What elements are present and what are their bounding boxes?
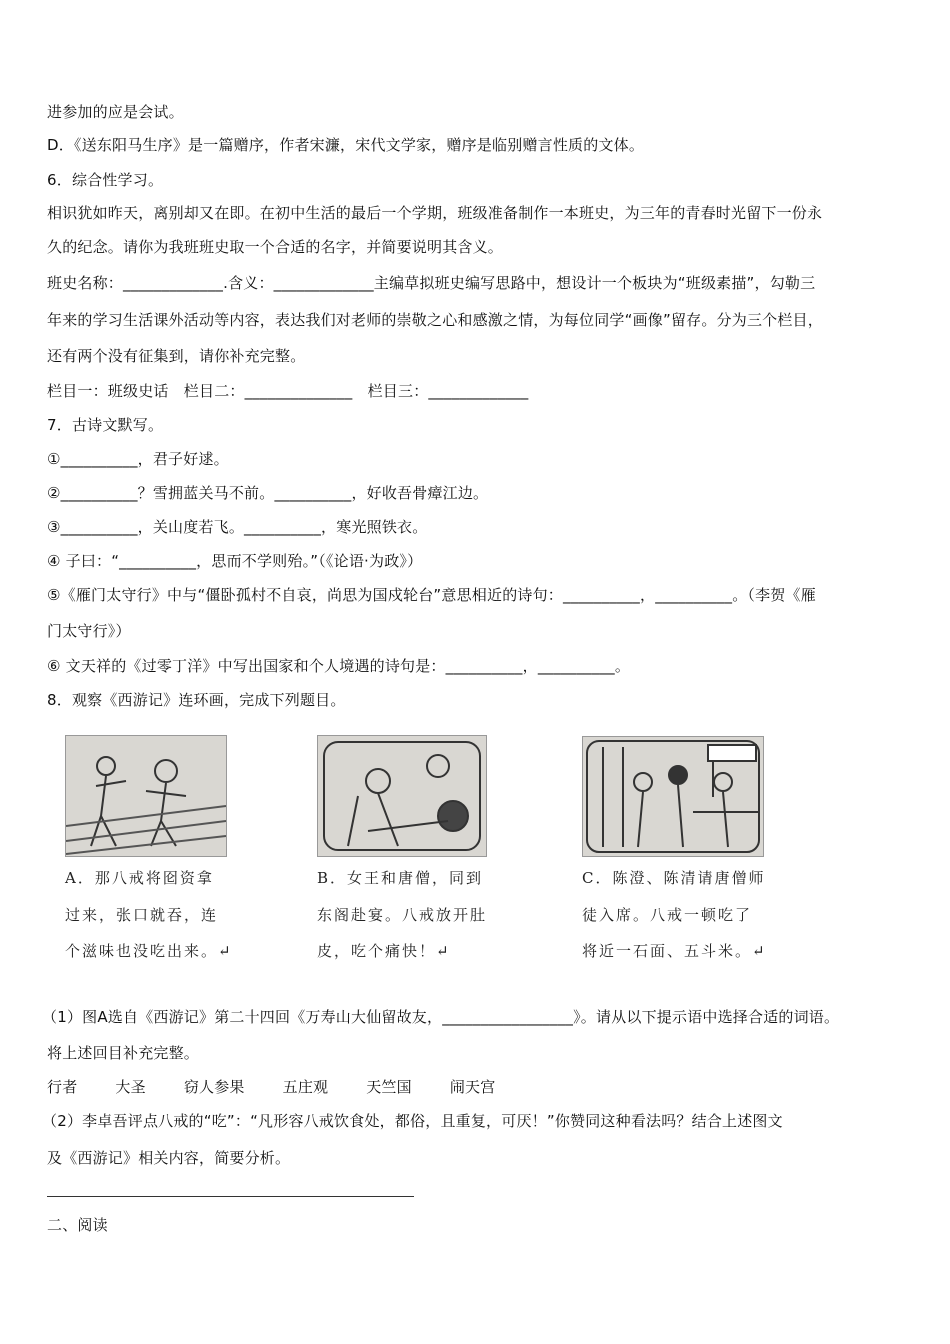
text-line: 门太守行》） xyxy=(47,622,131,640)
section-heading: 二、阅读 xyxy=(47,1216,108,1234)
poem-item: ③__________，关山度若飞。__________，寒光照铁衣。 xyxy=(47,518,428,536)
sub-question-1: （1）图A选自《西游记》第二十四回《万寿山大仙留故友，_________________》。请从以下提示语中选择合适的词语。 xyxy=(42,1008,840,1026)
hint-word: 窃人参果 xyxy=(183,1078,245,1096)
sub-question-2-cont: 及《西游记》相关内容，简要分析。 xyxy=(47,1149,291,1167)
caption-b-line: 皮，吃个痛快！↵ xyxy=(317,942,451,960)
hint-word: 五庄观 xyxy=(282,1078,329,1096)
option-d: D．《送东阳马生序》是一篇赠序，作者宋濂，宋代文学家，赠序是临别赠言性质的文体。 xyxy=(47,136,645,154)
question-6-heading: 6．综合性学习。 xyxy=(47,171,164,189)
answer-line xyxy=(47,1196,414,1197)
text-line: 相识犹如昨天，离别却又在即。在初中生活的最后一个学期，班级准备制作一本班史，为三年的青春时光留下一份永 xyxy=(47,204,823,222)
hint-word: 行者 xyxy=(47,1078,78,1096)
caption-a-line: 过来，张口就吞，连 xyxy=(65,906,219,924)
question-8-heading: 8．观察《西游记》连环画，完成下列题目。 xyxy=(47,691,346,709)
text-line: 还有两个没有征集到，请你补充完整。 xyxy=(47,347,306,365)
poem-item: ⑤《雁门太守行》中与“僵卧孤村不自哀，尚思为国戍轮台”意思相近的诗句：__________，__________。（李贺《雁 xyxy=(47,586,816,604)
text-line: 久的纪念。请你为我班班史取一个合适的名字，并简要说明其含义。 xyxy=(47,238,504,256)
comic-image-c xyxy=(582,736,764,857)
hint-word: 大圣 xyxy=(115,1078,146,1096)
text-line: 年来的学习生活课外活动等内容，表达我们对老师的崇敬之心和感激之情，为每位同学“画像”留存。分为三个栏目， xyxy=(47,311,823,329)
hint-word: 闹天宫 xyxy=(449,1078,496,1096)
text-line: 栏目一：班级史话 栏目二：______________ 栏目三：_____________ xyxy=(47,382,529,400)
hint-word: 天竺国 xyxy=(366,1078,412,1096)
caption-a-line: A．那八戒将囵资拿 xyxy=(65,869,214,887)
poem-item: ⑥ 文天祥的《过零丁洋》中写出国家和个人境遇的诗句是：__________，__________。 xyxy=(47,657,631,675)
poem-item: ①__________，君子好逑。 xyxy=(47,450,229,468)
caption-b-line: B．女王和唐僧，同到 xyxy=(317,869,484,887)
sub-question-2: （2）李卓吾评点八戒的“吃”：“凡形容八戒饮食处，都俗，且重复，可厌！”你赞同这种看法吗？结合上述图文 xyxy=(42,1112,783,1130)
text-line: 进参加的应是会试。 xyxy=(47,103,184,121)
caption-c-line: 将近一石面、五斗米。↵ xyxy=(582,942,767,960)
caption-c-line: 徒入席。八戒一顿吃了 xyxy=(582,906,753,924)
comic-image-b xyxy=(317,735,487,857)
caption-a-line: 个滋味也没吃出来。↵ xyxy=(65,942,233,960)
sub-question-1-cont: 将上述回目补充完整。 xyxy=(47,1044,200,1062)
question-7-heading: 7．古诗文默写。 xyxy=(47,416,164,434)
poem-item: ④ 子曰：“__________，思而不学则殆。”（《论语·为政》） xyxy=(47,552,423,570)
hint-words xyxy=(47,1077,533,1097)
caption-b-line: 东阁赴宴。八戒放开肚 xyxy=(317,906,488,924)
caption-c-line: C．陈澄、陈清请唐僧师 xyxy=(582,869,766,887)
text-line: 班史名称：_____________.含义：_____________主编草拟班史编写思路中，想设计一个板块为“班级素描”，勾勒三 xyxy=(47,274,816,292)
comic-image-a xyxy=(65,735,227,857)
poem-item: ②__________？雪拥蓝关马不前。__________，好收吾骨瘴江边。 xyxy=(47,484,489,502)
